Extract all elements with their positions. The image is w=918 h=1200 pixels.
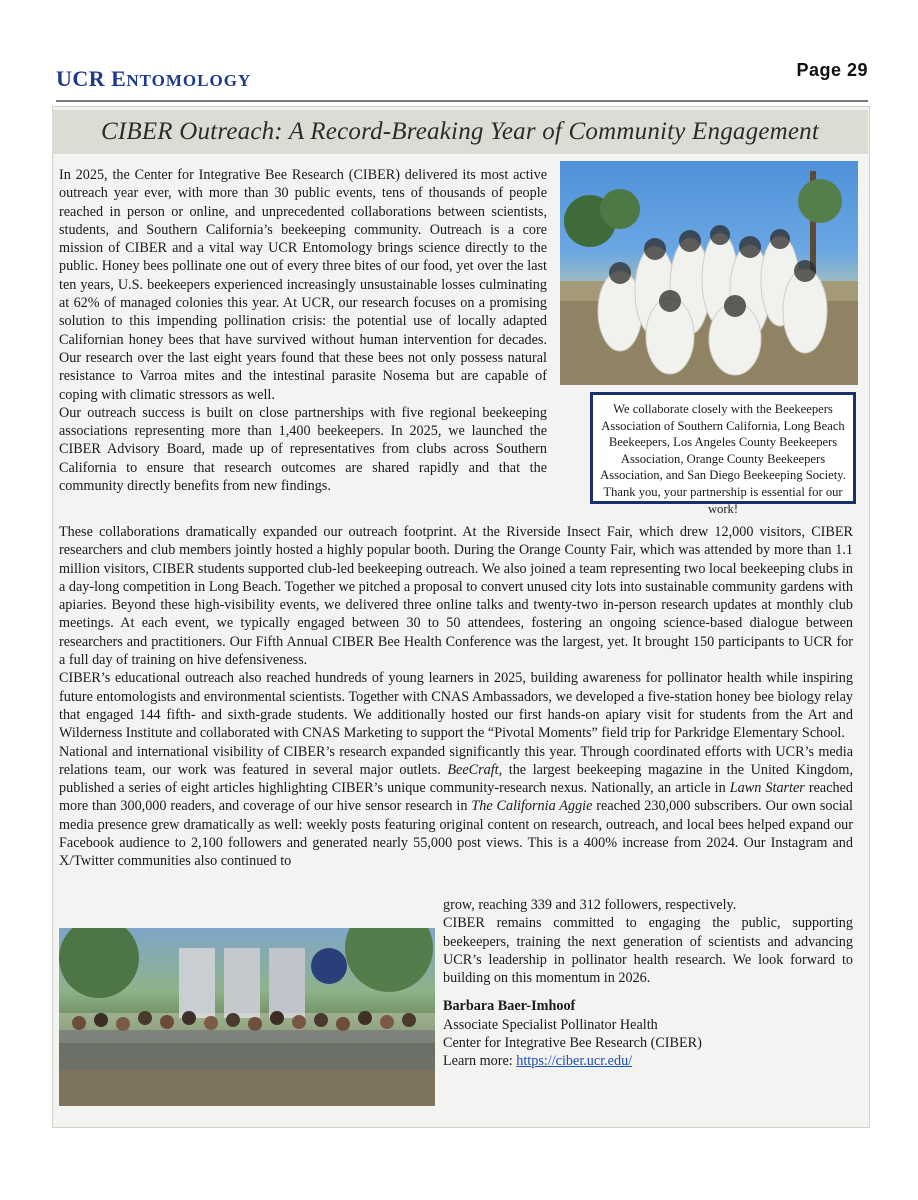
paragraph-education: CIBER’s educational outreach also reached hundreds of young learners in 2025, building awareness for pollinator health while inspiring future entomologists and environmental scientists. Together with CNAS Ambassadors, we developed a five-station honey bee biology relay that engaged 144 fifth- and sixth-grade students. We additionally hosted our first hands-on apiary visit for students from the Art and Wilderness Institute and collaborated with CNAS Marketing to support the “Pivotal Moments” field trip for Parkridge Elementary School. xyxy=(59,670,853,742)
masthead xyxy=(56,66,251,92)
ucr-group-photo-illustration xyxy=(59,928,435,1106)
visibility-text-b: the largest beekeeping magazine in the United Kingdom, published a series of eight articles highlighting CIBER’s unique community-research nexus. Nationally, an article in xyxy=(59,761,853,797)
article-title-bar xyxy=(52,110,868,154)
ucr-group-photo xyxy=(59,928,435,1106)
paragraph-intro: In 2025, the Center for Integrative Bee Research (CIBER) delivered its most active outreach year ever, with more than 30 public events, tens of thousands of people reached in person or online, and unprecedented collaborations between scientists, students, and Southern California’s beekeeping community. Outreach is a core mission of CIBER and a vital way UCR Entomology brings science directly to the public. Honey bees pollinate one out of every three bites of our food, yet over the last ten years, U.S. beekeepers experienced increasingly unsustainable losses culminating at 62% of managed colonies this year. At UCR, our research focuses on a promising solution to this impending pollination crisis: the potential use of locally adapted Californian honey bees that have survived without human intervention for decades. Our research over the last eight years found that these bees not only possess natural resistance to Varroa mites and the intestinal parasite Nosema but are capable of coping with climatic stressors as well. xyxy=(59,167,547,403)
article-column-full xyxy=(59,523,853,871)
page-header xyxy=(56,56,868,102)
visibility-text-a: National and international visibility of CIBER’s research expanded significantly this year. Through coordinated efforts with UCR’s media relations team, our work was featured in several major outlets. xyxy=(59,743,853,778)
masthead-initial: E xyxy=(111,66,127,91)
lawnstarter-title: Lawn Starter xyxy=(729,780,805,797)
masthead-ucr: UCR xyxy=(56,66,106,91)
masthead-rest: NTOMOLOGY xyxy=(126,71,252,90)
paragraph-partnerships: Our outreach success is built on close partnerships with five regional beekeeping associations representing more than 1,400 beekeepers. In 2025, we launched the CIBER Advisory Board, made up of representatives from clubs across Southern California to ensure that research outcomes are shared rapidly and that the community directly benefits from new findings. xyxy=(59,404,547,495)
visibility-text-c: reached more than 300,000 readers, and coverage of our hive sensor research in xyxy=(59,780,853,815)
author-signature xyxy=(443,997,853,1070)
paragraph-visibility-end: grow, reaching 339 and 312 followers, respectively. xyxy=(443,897,737,913)
paragraph-closing: CIBER remains committed to engaging the public, supporting beekeepers, training the next generation of scientists and advancing UCR’s leadership in pollinator health research. We look forward to building on this momentum in 2026. xyxy=(443,915,853,987)
learn-more-label: Learn more: xyxy=(443,1053,517,1070)
author-org: Center for Integrative Bee Research (CIBER) xyxy=(443,1035,702,1052)
paragraph-collaborations: These collaborations dramatically expanded our outreach footprint. At the Riverside Insect Fair, which drew 12,000 visitors, CIBER researchers and club members jointly hosted a highly popular booth. During the Orange County Fair, which was attended by more than 1.1 million visitors, CIBER students supported club-led beekeeping outreach. We also joined a team representing two local beekeeping clubs in a day-long competition in Long Beach. Together we pitched a proposal to convert unused city lots into sustainable community gardens with apiaries. Beyond these high-visibility events, we delivered three online talks and twenty-two in-person research updates at monthly club meetings. At each event, we typically engaged between 30 to 50 attendees, fostering an ongoing science-based dialogue between researchers and practitioners. Our Fifth Annual CIBER Bee Health Conference was the largest, yet. It brought 150 participants to UCR for a full day of training on hive defensiveness. xyxy=(59,524,853,669)
ciber-website-link[interactable]: https://ciber.ucr.edu/ xyxy=(516,1053,633,1070)
aggie-title: The California Aggie xyxy=(471,798,593,815)
learn-more-line xyxy=(443,1052,853,1070)
article-column-left xyxy=(59,166,547,495)
beekeepers-photo xyxy=(560,161,858,385)
article-title: CIBER Outreach: A Record-Breaking Year of Community Engagement xyxy=(100,118,820,145)
beecraft-title: BeeCraft, xyxy=(447,761,503,778)
beekeepers-photo-illustration xyxy=(560,161,858,385)
visibility-text-d: reached 230,000 subscribers. Our own social media presence grew dramatically as well: weekly posts featuring original content on research, outreach, and local bees helped expand our Facebook audience to 2,100 followers and generated nearly 55,000 post views. This is a 400% increase from 2024. Our Instagram and X/Twitter communities also continued to xyxy=(59,798,853,870)
header-rule xyxy=(56,100,868,102)
article-column-right xyxy=(443,896,853,1071)
page-number: Page 29 xyxy=(796,60,868,80)
paragraph-visibility xyxy=(59,743,853,871)
author-role: Associate Specialist Pollinator Health xyxy=(443,1016,658,1033)
partnership-caption: We collaborate closely with the Beekeepers Association of Southern California, Long Beach Beekeepers, Los Angeles County Beekeepers Association, Orange County Beekeepers Association, and San Diego Beekeeping Society. Thank you, your partnership is essential for our work! xyxy=(590,392,856,504)
author-name: Barbara Baer-Imhoof xyxy=(443,998,576,1015)
